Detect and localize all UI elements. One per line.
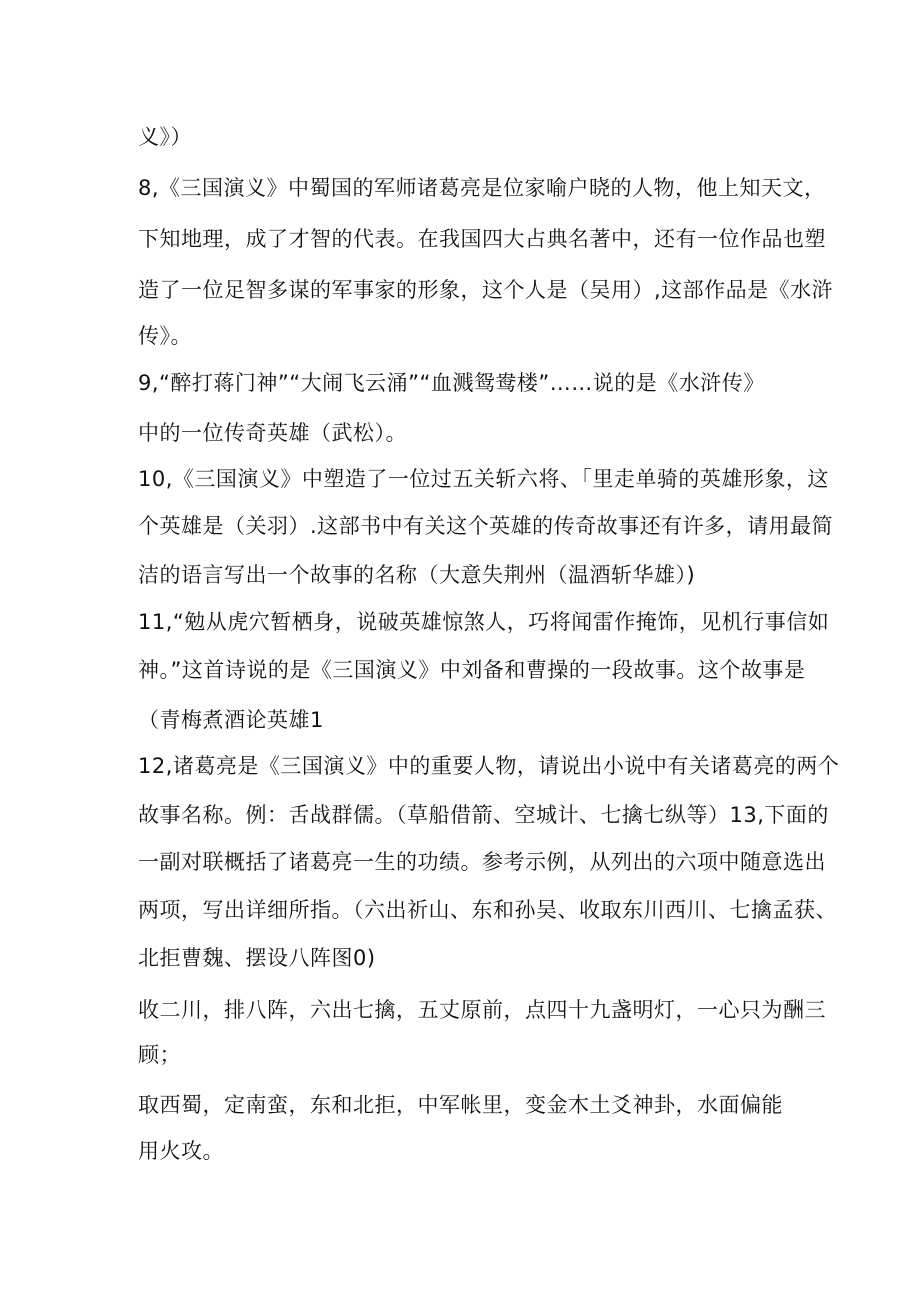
text-line-13: （青梅煮酒论英雄1	[138, 708, 324, 732]
text-line-17: 两项，写出详细所指。（六出祈山、东和孙吴、收取东川西川、七擒孟获、	[138, 898, 837, 922]
text-line-15: 故事名称。例：舌战群儒。（草船借箭、空城计、七擒七纵等）13,下面的	[138, 803, 829, 827]
text-line-21: 取西蜀，定南蛮，东和北拒，中军帐里，变金木土爻神卦，水面偏能	[138, 1093, 783, 1117]
text-line-19: 收二川，排八阵，六出七擒，五丈原前，点四十九盏明灯，一心只为酬三	[138, 998, 826, 1022]
text-line-18: 北拒曹魏、摆设八阵图0)	[138, 946, 376, 970]
text-line-14: 12,诸葛亮是《三国演义》中的重要人物，请说出小说中有关诸葛亮的两个	[138, 754, 840, 778]
text-line-10: 洁的语言写出一个故事的名称（大意失荆州（温酒斩华雄）)	[138, 563, 696, 587]
text-line-5: 传》。	[138, 324, 192, 348]
text-line-2: 8,《三国演义》中蜀国的军师诸葛亮是位家喻户晓的人物，他上知天文，	[138, 176, 826, 200]
text-line-4: 造了一位足智多谋的军事家的形象，这个人是（吴用）,这部作品是《水浒	[138, 278, 834, 302]
text-line-9: 个英雄是（关羽）.这部书中有关这个英雄的传奇故事还有许多，请用最简	[138, 514, 834, 538]
text-line-16: 一副对联概括了诸葛亮一生的功绩。参考示例，从列出的六项中随意选出	[138, 850, 826, 874]
text-line-11: 11,“勉从虎穴暂栖身，说破英雄惊煞人，巧将闻雷作掩饰，见机行事信如	[138, 610, 830, 634]
text-line-22: 用火攻。	[138, 1139, 224, 1163]
text-line-20: 顾；	[138, 1043, 181, 1067]
text-line-8: 10,《三国演义》中塑造了一位过五关斩六将、「里走单骑的英雄形象，这	[138, 467, 829, 491]
text-line-6: 9,“醉打蒋门神”“大闹飞云涌”“血溅鸳鸯楼”……说的是《水浒传》	[138, 371, 765, 395]
text-line-1: 义》）	[138, 125, 192, 149]
text-line-12: 神。”这首诗说的是《三国演义》中刘备和曹操的一段故事。这个故事是	[138, 658, 806, 682]
text-line-7: 中的一位传奇英雄（武松）。	[138, 421, 407, 445]
text-line-3: 下知地理，成了才智的代表。在我国四大占典名著中，还有一位作品也塑	[138, 227, 826, 251]
